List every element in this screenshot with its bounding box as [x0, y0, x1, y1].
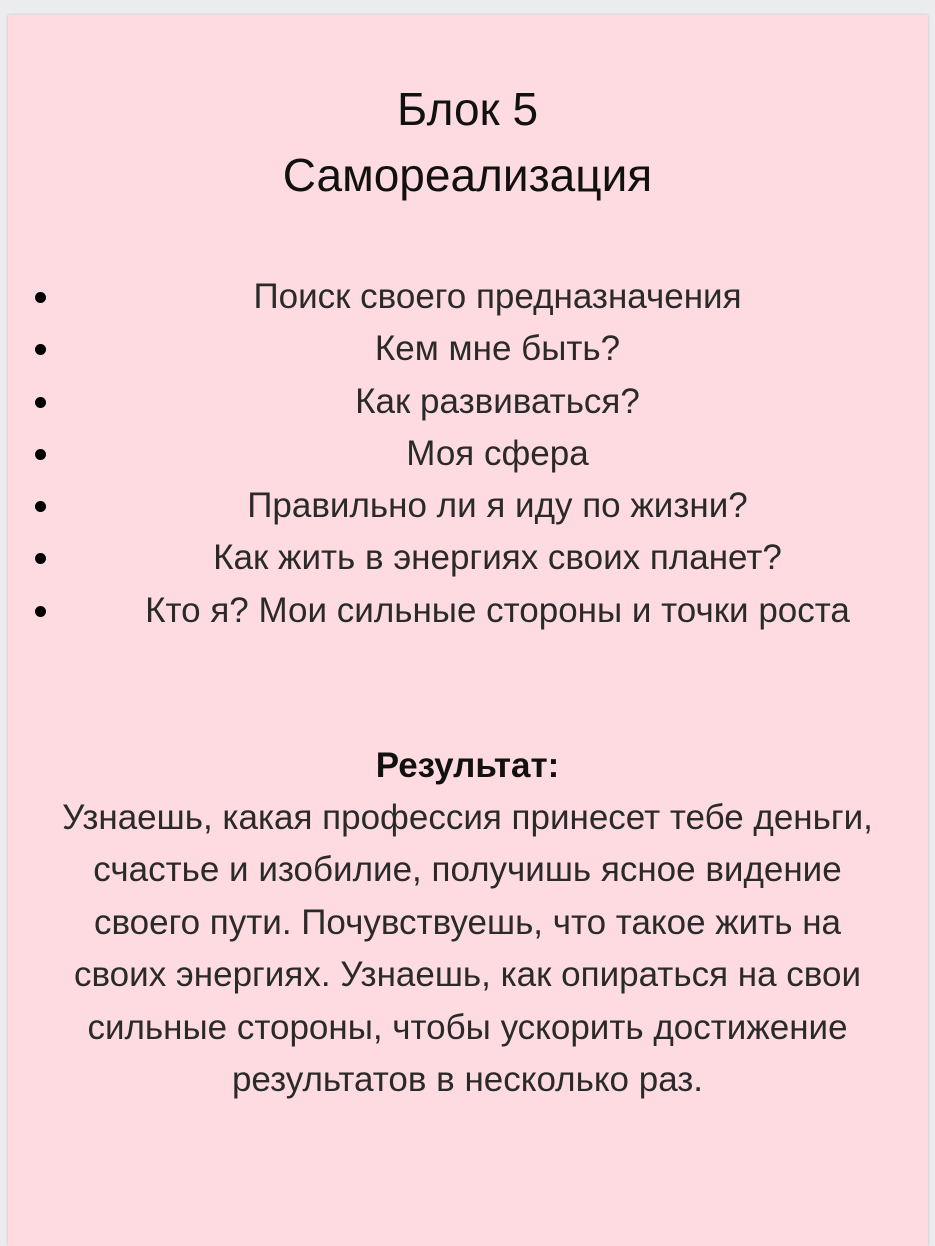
list-item-text: Как развиваться?: [355, 381, 640, 421]
list-item-text: Как жить в энергиях своих планет?: [213, 538, 782, 578]
result-heading: Результат:: [375, 746, 560, 785]
result-text-line: сильные стороны, чтобы ускорить достижение: [87, 1007, 848, 1047]
result-text-line: своего пути. Почувствуешь, что такое жить на: [93, 902, 842, 942]
list-item: [0, 375, 935, 427]
list-item: [0, 531, 935, 583]
list-item-text: Поиск своего предназначения: [253, 277, 742, 316]
block-topic-title: Самореализация: [282, 149, 653, 201]
result-text-line: результатов в несколько раз.: [231, 1059, 704, 1099]
bullet-icon: [35, 344, 46, 355]
bullet-icon: [35, 606, 46, 617]
list-item: [0, 270, 935, 322]
bullet-icon: [35, 553, 46, 564]
list-item: [0, 584, 935, 636]
block-number-title: Блок 5: [396, 83, 539, 135]
topics-list: [0, 270, 935, 636]
list-item: [0, 479, 935, 531]
bullet-icon: [35, 449, 46, 460]
result-text-line: счастье и изобилие, получишь ясное видение: [93, 850, 842, 890]
bullet-icon: [35, 397, 46, 408]
list-item-text: Кем мне быть?: [374, 329, 621, 369]
list-item-text: Правильно ли я иду по жизни?: [247, 486, 748, 526]
bullet-icon: [35, 501, 46, 512]
list-item: [0, 322, 935, 374]
result-text-line: Узнаешь, какая профессия принесет тебе деньги,: [62, 798, 873, 837]
bullet-icon: [35, 292, 46, 303]
list-item: [0, 427, 935, 479]
result-text-line: своих энергиях. Узнаешь, как опираться на свои: [73, 955, 861, 995]
list-item-text: Моя сфера: [406, 433, 589, 473]
result-description: [0, 795, 935, 1109]
list-item-text: Кто я? Мои сильные стороны и точки роста: [145, 590, 850, 630]
